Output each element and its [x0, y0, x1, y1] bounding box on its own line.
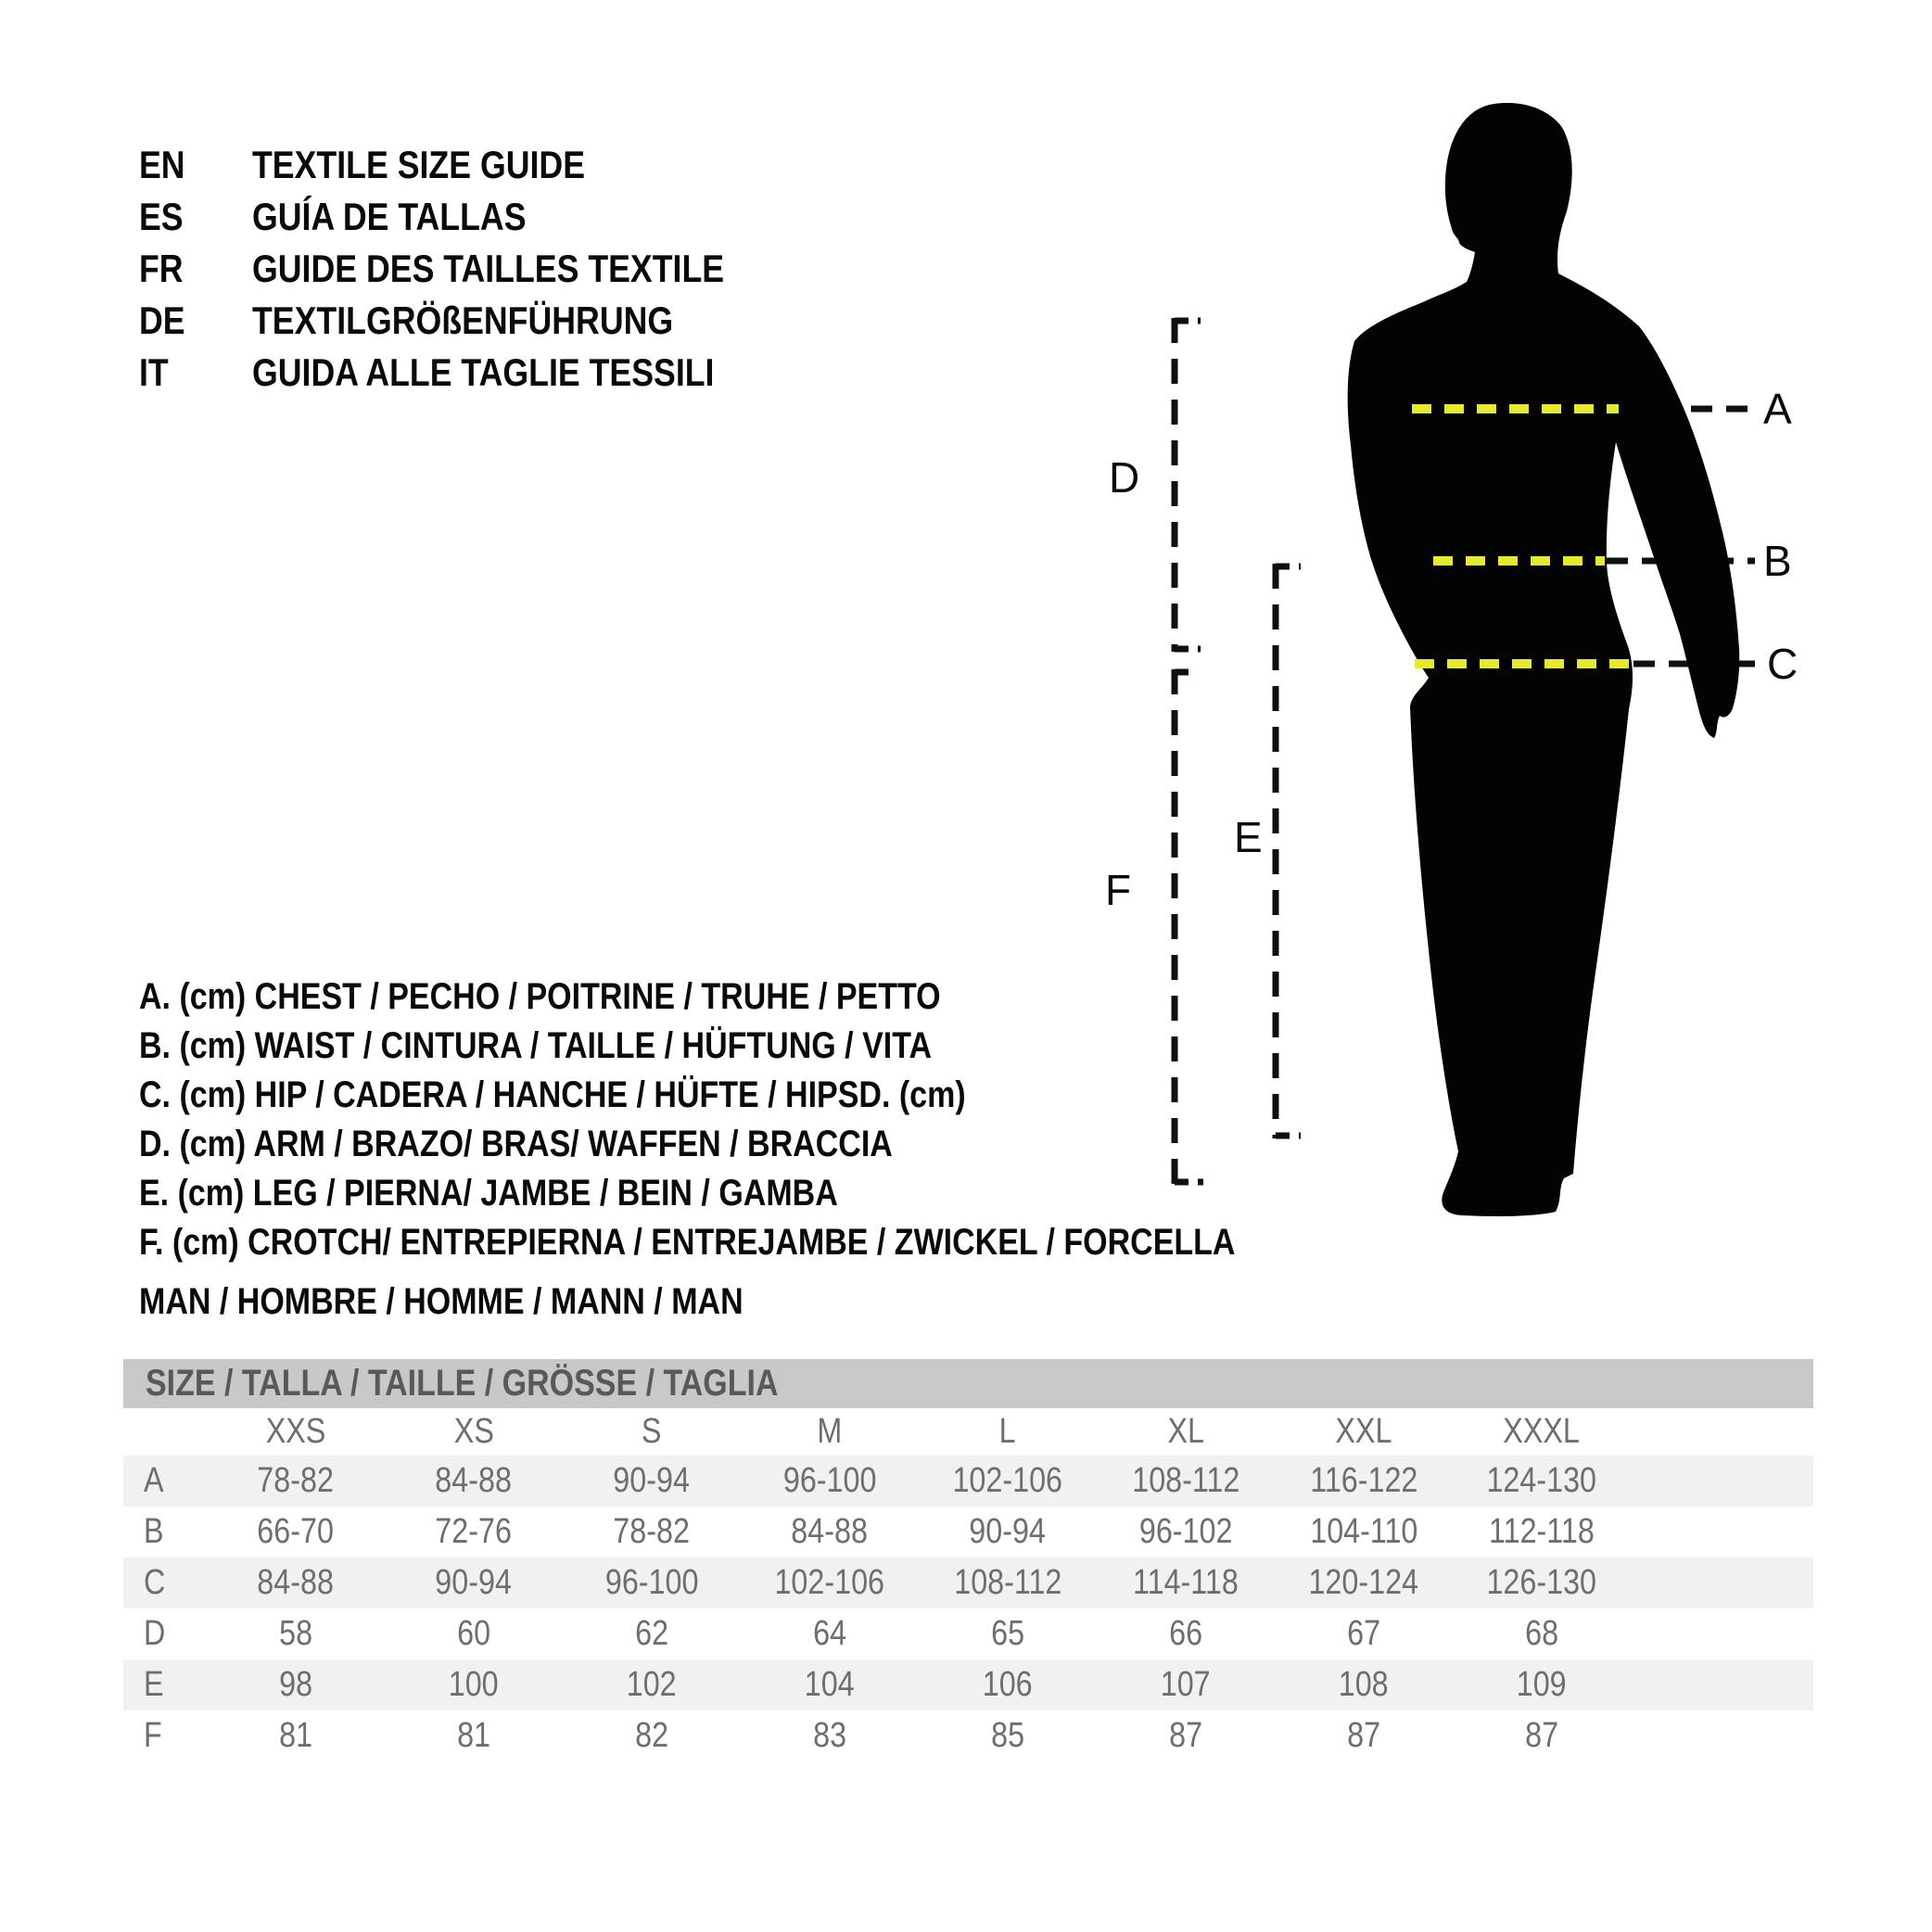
cell-value: 98	[279, 1665, 312, 1704]
cell-value: 66	[1169, 1614, 1202, 1653]
cell-value: 62	[635, 1614, 668, 1653]
language-code: DE	[139, 299, 185, 342]
cell-value: 67	[1347, 1614, 1380, 1653]
cell-value: 120-124	[1308, 1563, 1419, 1602]
language-title: TEXTILE SIZE GUIDE	[252, 143, 586, 186]
row-key: B	[144, 1512, 164, 1551]
language-code: IT	[139, 350, 169, 394]
cell-value: 78-82	[613, 1512, 691, 1551]
cell-value: 84-88	[791, 1512, 869, 1551]
cell-value: 87	[1525, 1716, 1558, 1755]
label-arm: D	[1109, 453, 1140, 502]
cell-value: 108-112	[953, 1563, 1062, 1602]
cell-value: 106	[983, 1665, 1033, 1704]
label-leg: E	[1234, 813, 1263, 861]
label-chest: A	[1763, 385, 1792, 433]
size-table	[123, 1359, 1813, 1761]
cell-value: 90-94	[613, 1461, 691, 1500]
measurement-legend	[139, 972, 1429, 1267]
table-row-leg	[123, 1659, 1813, 1710]
cell-value: 108	[1339, 1665, 1389, 1704]
cell-value: 81	[457, 1716, 490, 1755]
cell-value: 126-130	[1486, 1563, 1597, 1602]
cell-value: 81	[279, 1716, 312, 1755]
cell-value: 85	[991, 1716, 1024, 1755]
language-code: FR	[139, 247, 184, 290]
cell-value: 90-94	[435, 1563, 513, 1602]
cell-value: 96-102	[1138, 1512, 1233, 1551]
cell-value: 84-88	[435, 1461, 513, 1500]
cell-value: 104-110	[1309, 1512, 1418, 1551]
cell-value: 87	[1347, 1716, 1380, 1755]
col-header-xxxl: XXXL	[1503, 1412, 1581, 1451]
cell-value: 102-106	[774, 1563, 885, 1602]
cell-value: 124-130	[1486, 1461, 1597, 1500]
size-table-header-row	[123, 1408, 1813, 1455]
row-key: F	[144, 1716, 162, 1755]
label-crotch: F	[1105, 866, 1132, 914]
cell-value: 58	[279, 1614, 312, 1653]
cell-value: 72-76	[435, 1512, 513, 1551]
cell-value: 109	[1517, 1665, 1567, 1704]
row-key: A	[144, 1461, 164, 1500]
cell-value: 68	[1525, 1614, 1558, 1653]
label-waist: B	[1763, 537, 1792, 585]
table-row-waist	[123, 1506, 1813, 1557]
cell-value: 82	[635, 1716, 668, 1755]
col-header-m: M	[817, 1412, 843, 1451]
table-row-hip	[123, 1557, 1813, 1608]
cell-value: 114-118	[1133, 1563, 1239, 1602]
cell-value: 96-100	[782, 1461, 877, 1500]
legend-leg: E. (cm) LEG / PIERNA/ JAMBE / BEIN / GAMBA	[139, 1173, 838, 1214]
cell-value: 78-82	[257, 1461, 335, 1500]
col-header-s: S	[642, 1412, 662, 1451]
table-row-chest	[123, 1455, 1813, 1506]
legend-crotch: F. (cm) CROTCH/ ENTREPIERNA / ENTREJAMBE / ZWICKEL / FORCELLA	[139, 1222, 1236, 1263]
cell-value: 64	[813, 1614, 846, 1653]
col-header-xs: XS	[453, 1412, 494, 1451]
label-hip: C	[1767, 640, 1799, 688]
arm-dimension-line	[1175, 318, 1201, 652]
language-code: ES	[139, 195, 184, 238]
col-header-l: L	[999, 1412, 1016, 1451]
row-key: C	[144, 1563, 166, 1602]
cell-value: 90-94	[969, 1512, 1047, 1551]
cell-value: 108-112	[1131, 1461, 1240, 1500]
table-row-crotch	[123, 1710, 1813, 1761]
cell-value: 83	[813, 1716, 846, 1755]
legend-chest: A. (cm) CHEST / PECHO / POITRINE / TRUHE / PETTO	[139, 976, 941, 1017]
cell-value: 107	[1161, 1665, 1211, 1704]
cell-value: 104	[805, 1665, 855, 1704]
cell-value: 66-70	[257, 1512, 335, 1551]
category-line: MAN / HOMBRE / HOMME / MANN / MAN	[139, 1281, 744, 1322]
language-title: GUÍA DE TALLAS	[252, 195, 527, 238]
language-title: GUIDA ALLE TAGLIE TESSILI	[252, 350, 715, 394]
col-header-xxl: XXL	[1335, 1412, 1392, 1451]
col-header-xxs: XXS	[265, 1412, 326, 1451]
cell-value: 87	[1169, 1716, 1202, 1755]
language-title: GUIDE DES TAILLES TEXTILE	[252, 247, 725, 290]
cell-value: 100	[449, 1665, 499, 1704]
table-row-arm	[123, 1608, 1813, 1659]
legend-arm: D. (cm) ARM / BRAZO/ BRAS/ WAFFEN / BRACCIA	[139, 1124, 893, 1164]
col-header-xl: XL	[1167, 1412, 1204, 1451]
cell-value: 116-122	[1309, 1461, 1418, 1500]
row-key: E	[144, 1665, 164, 1704]
cell-value: 96-100	[604, 1563, 699, 1602]
cell-value: 65	[991, 1614, 1024, 1653]
legend-hip: C. (cm) HIP / CADERA / HANCHE / HÜFTE / HIPSD. (cm)	[139, 1074, 966, 1115]
legend-waist: B. (cm) WAIST / CINTURA / TAILLE / HÜFTUNG / VITA	[139, 1025, 933, 1066]
cell-value: 84-88	[257, 1563, 335, 1602]
cell-value: 112-118	[1489, 1512, 1595, 1551]
language-code: EN	[139, 143, 185, 186]
cell-value: 60	[457, 1614, 490, 1653]
size-table-title: SIZE / TALLA / TAILLE / GRÖSSE / TAGLIA	[123, 1359, 1813, 1408]
cell-value: 102	[627, 1665, 677, 1704]
cell-value: 102-106	[952, 1461, 1063, 1500]
language-title: TEXTILGRÖßENFÜHRUNG	[252, 299, 674, 342]
row-key: D	[144, 1614, 166, 1653]
